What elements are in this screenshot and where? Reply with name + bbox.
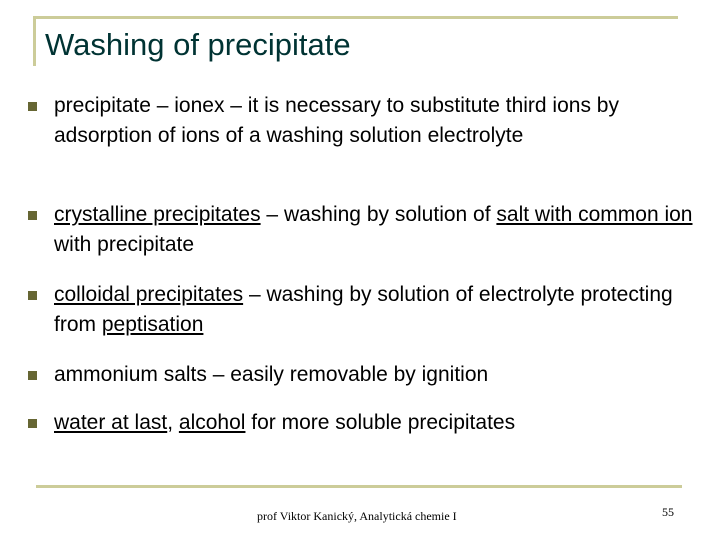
bullet-text [54,360,704,390]
bullet-text [54,200,704,260]
bullet-text-part: alcohol [178,411,246,434]
bullet-text-part: – washing by solution of [260,203,497,226]
footer-rule [36,485,682,488]
square-bullet-icon [28,371,37,380]
title-top-rule [33,16,678,19]
square-bullet-icon [28,102,37,111]
square-bullet-icon [28,211,37,220]
square-bullet-icon [28,291,37,300]
bullet-text-part: with precipitate [54,233,195,256]
title-left-rule [33,16,36,66]
bullet-text-part: salt with common ion [496,203,693,226]
bullet-text [54,91,704,151]
footer-author: prof Viktor Kanický, Analytická chemie I [257,509,457,523]
bullet-text-part: crystalline precipitates [54,203,261,226]
bullet-text-part: – washing by solution of electrolyte protecting from [54,283,673,336]
bullet-text-part: peptisation [101,313,204,336]
bullet-text [54,408,704,438]
bullet-text-part: for more soluble precipitates [245,411,516,434]
page-number: 55 [662,505,674,519]
bullet-text-part: , [167,411,179,434]
bullet-text-part: water at last [54,411,168,434]
bullet-text-part: ammonium salts – easily removable by ignition [54,363,489,386]
bullet-text-part: colloidal precipitates [54,283,244,306]
bullet-text-part: precipitate – ionex – it is necessary to substitute third ions by adsorption of ions of a washing solution electrolyte [54,94,619,147]
slide-title: Washing of precipitate [45,27,351,62]
square-bullet-icon [28,419,37,428]
bullet-text [54,280,704,340]
